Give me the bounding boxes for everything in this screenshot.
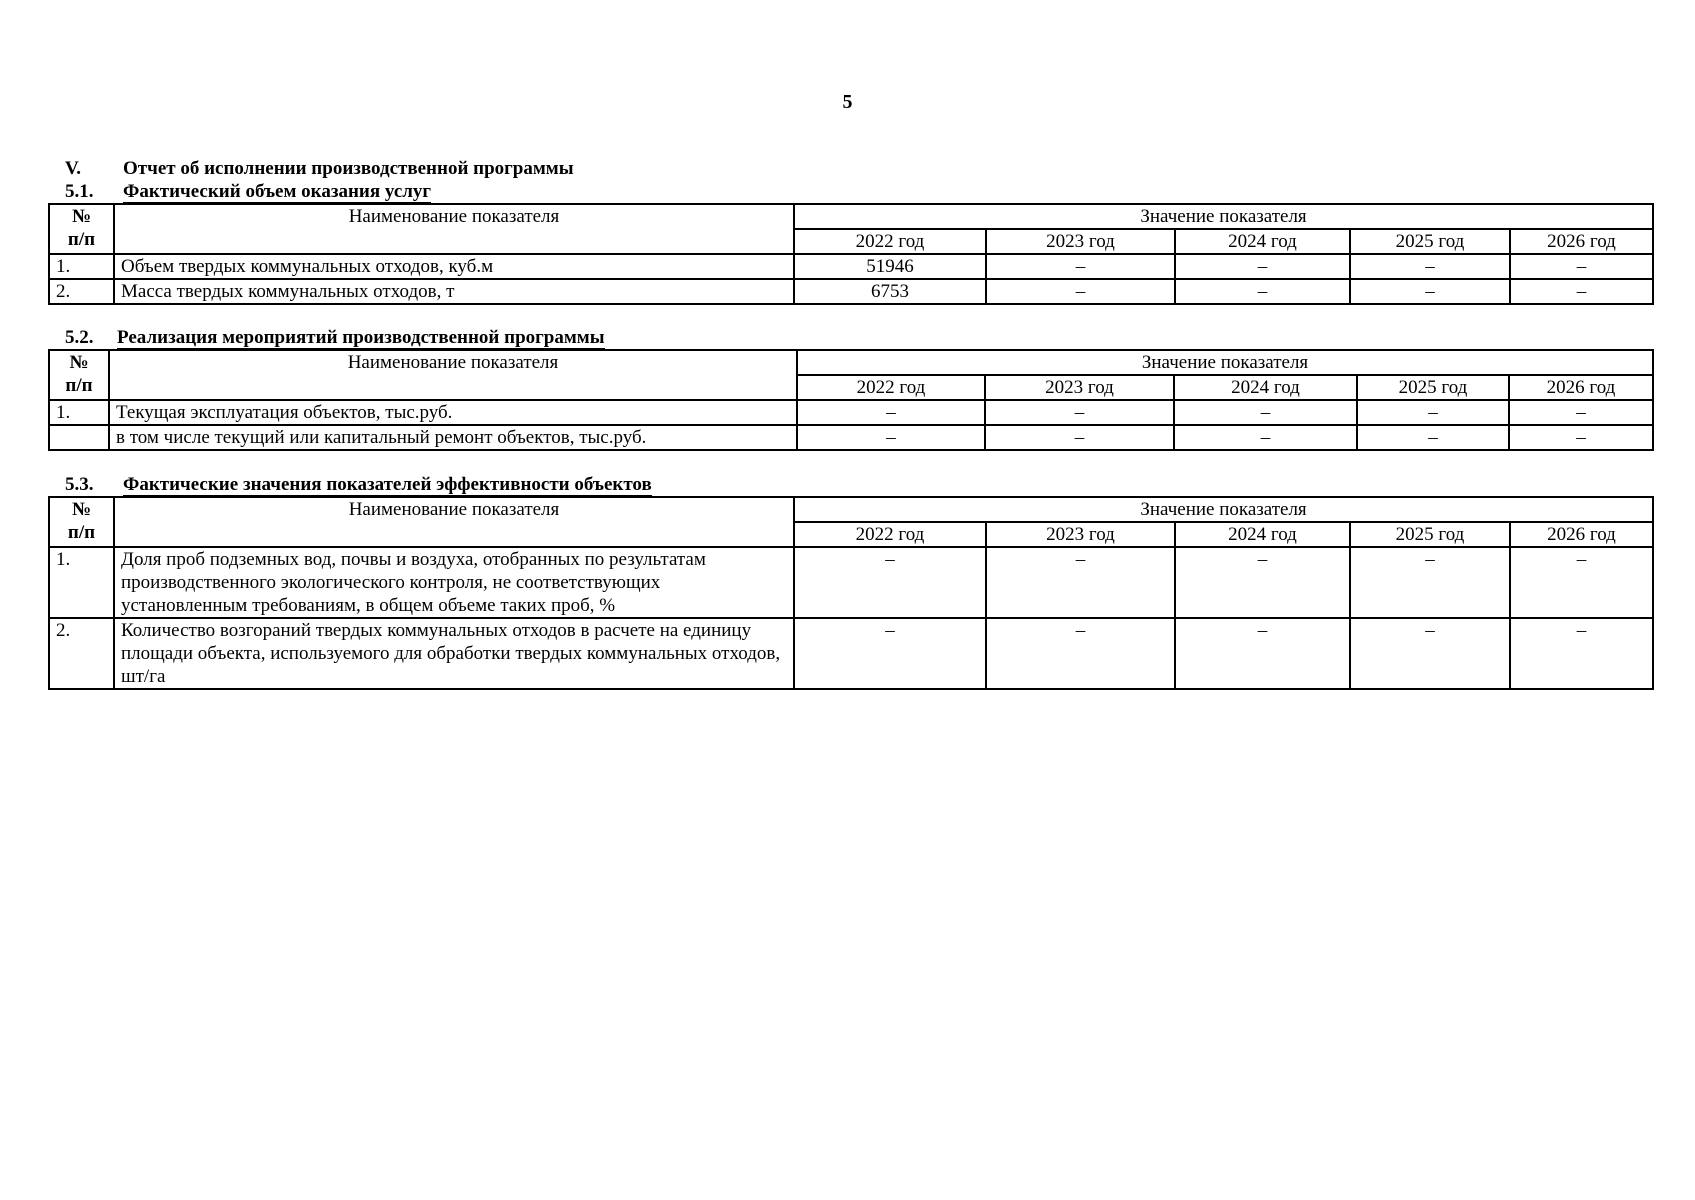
table-row	[49, 279, 1653, 304]
name-header: Наименование показателя	[114, 204, 794, 254]
row-value: –	[1509, 400, 1653, 425]
year-header: 2023 год	[986, 522, 1175, 547]
row-value: –	[986, 279, 1175, 304]
name-header: Наименование показателя	[114, 497, 794, 547]
num-header-line1: №	[69, 352, 89, 373]
row-value: –	[794, 547, 986, 618]
row-number: 2.	[49, 279, 114, 304]
row-value: –	[1510, 618, 1653, 689]
table-row	[49, 547, 1653, 618]
table-title: Фактические значения показателей эффективности объектов	[123, 474, 652, 495]
row-value: –	[1174, 425, 1357, 450]
num-header-line2: п/п	[67, 522, 96, 543]
row-value: –	[986, 547, 1175, 618]
row-value: –	[1350, 618, 1510, 689]
row-name: Объем твердых коммунальных отходов, куб.м	[114, 254, 794, 279]
section-heading	[65, 158, 574, 181]
row-number: 1.	[49, 400, 109, 425]
year-header: 2022 год	[794, 229, 986, 254]
num-header	[49, 350, 109, 400]
row-value: –	[797, 400, 985, 425]
num-header	[49, 204, 114, 254]
row-value: –	[1174, 400, 1357, 425]
year-header: 2026 год	[1509, 375, 1653, 400]
table-number: 5.2.	[65, 327, 94, 348]
section-title: Отчет об исполнении производственной программы	[123, 158, 574, 179]
num-header-line1: №	[71, 499, 92, 520]
year-header: 2022 год	[794, 522, 986, 547]
year-header: 2025 год	[1350, 522, 1510, 547]
page-number: 5	[842, 91, 853, 113]
num-header-line2: п/п	[65, 375, 93, 396]
row-number: 1.	[49, 254, 114, 279]
row-value: –	[794, 618, 986, 689]
row-name: в том числе текущий или капитальный ремонт объектов, тыс.руб.	[109, 425, 797, 450]
name-header: Наименование показателя	[109, 350, 797, 400]
row-value: –	[1175, 254, 1350, 279]
row-value: –	[1350, 547, 1510, 618]
table-5-3-heading	[65, 474, 652, 497]
row-value: –	[985, 400, 1174, 425]
year-header: 2025 год	[1350, 229, 1510, 254]
table-5-2	[48, 349, 1654, 451]
row-name: Количество возгораний твердых коммунальных отходов в расчете на единицу площади объекта, используемого для обработки твердых коммунальных отходов, шт/га	[114, 618, 794, 689]
row-value: –	[1510, 547, 1653, 618]
value-header: Значение показателя	[794, 497, 1653, 522]
row-value: –	[1509, 425, 1653, 450]
row-name: Доля проб подземных вод, почвы и воздуха, отобранных по результатам производственного экологического контроля, не соответствующих установленным требованиям, в общем объеме таких проб, %	[114, 547, 794, 618]
table-row	[49, 618, 1653, 689]
year-header: 2025 год	[1357, 375, 1509, 400]
num-header	[49, 497, 114, 547]
table-title: Реализация мероприятий производственной программы	[117, 327, 605, 348]
table-number: 5.1.	[65, 181, 94, 202]
row-value: 51946	[794, 254, 986, 279]
row-value: –	[986, 618, 1175, 689]
table-5-2-heading	[65, 327, 605, 350]
year-header: 2022 год	[797, 375, 985, 400]
table-5-1-heading	[65, 181, 431, 204]
row-value: 6753	[794, 279, 986, 304]
row-value: –	[985, 425, 1174, 450]
row-value: –	[1357, 400, 1509, 425]
row-value: –	[1175, 618, 1350, 689]
value-header: Значение показателя	[797, 350, 1653, 375]
header-row	[49, 350, 1653, 375]
table-row	[49, 400, 1653, 425]
row-value: –	[1510, 254, 1653, 279]
header-row	[49, 204, 1653, 229]
row-value: –	[1175, 547, 1350, 618]
table-row	[49, 254, 1653, 279]
table-number: 5.3.	[65, 474, 94, 495]
row-number: 2.	[49, 618, 114, 689]
num-header-line1: №	[71, 206, 92, 227]
row-value: –	[1510, 279, 1653, 304]
num-header-line2: п/п	[67, 229, 96, 250]
year-header: 2024 год	[1174, 375, 1357, 400]
row-value: –	[797, 425, 985, 450]
year-header: 2026 год	[1510, 229, 1653, 254]
table-title: Фактический объем оказания услуг	[123, 181, 432, 202]
table-5-3	[48, 496, 1654, 690]
year-header: 2024 год	[1175, 229, 1350, 254]
row-value: –	[1350, 279, 1510, 304]
header-row	[49, 497, 1653, 522]
table-row	[49, 425, 1653, 450]
row-value: –	[1350, 254, 1510, 279]
row-value: –	[1175, 279, 1350, 304]
row-name: Масса твердых коммунальных отходов, т	[114, 279, 794, 304]
section-number: V.	[65, 158, 82, 179]
row-value: –	[1357, 425, 1509, 450]
year-header: 2024 год	[1175, 522, 1350, 547]
row-number	[49, 425, 109, 450]
table-5-1	[48, 203, 1654, 305]
year-header: 2026 год	[1510, 522, 1653, 547]
value-header: Значение показателя	[794, 204, 1653, 229]
row-number: 1.	[49, 547, 114, 618]
row-value: –	[986, 254, 1175, 279]
row-name: Текущая эксплуатация объектов, тыс.руб.	[109, 400, 797, 425]
year-header: 2023 год	[986, 229, 1175, 254]
year-header: 2023 год	[985, 375, 1174, 400]
